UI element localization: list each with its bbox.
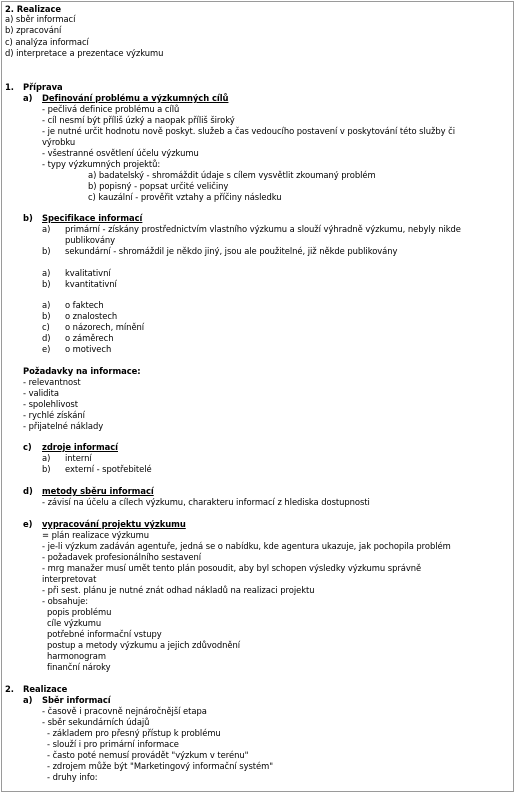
list-marker: d): [42, 333, 51, 343]
list-item: výrobku: [42, 137, 76, 147]
list-marker: c): [42, 322, 50, 332]
sub-list-item: - slouží i pro primární informace: [47, 739, 179, 749]
list-item: - závisí na účelu a cílech výzkumu, charakteru informací z hlediska dostupnosti: [42, 497, 370, 507]
subsection-letter: e): [23, 519, 33, 529]
project-type: a) badatelský - shromáždit údaje s cílem vysvětlit zkoumaný problém: [88, 170, 376, 180]
content-item: popis problému: [47, 607, 112, 617]
section-number: 1.: [5, 82, 14, 92]
subsection-heading: Specifikace informací: [42, 213, 143, 223]
list-item: o motivech: [65, 344, 112, 354]
subsection-heading: zdroje informací: [42, 442, 118, 452]
requirement-item: - validita: [23, 388, 59, 398]
content-item: potřebné informační vstupy: [47, 629, 162, 639]
list-item: primární - získány prostřednictvím vlastního výzkumu a slouží výhradně výzkumu, nebyly nikde: [65, 224, 461, 234]
sub-list-item: - často poté nemusí provádět "výzkum v terénu": [47, 750, 249, 760]
list-marker: a): [42, 453, 51, 463]
requirement-item: - rychlé získání: [23, 410, 85, 420]
list-item: publikovány: [65, 235, 116, 245]
subsection-letter: a): [23, 93, 33, 103]
list-item: externí - spotřebitelé: [65, 464, 152, 474]
list-item: o znalostech: [65, 311, 118, 321]
sub-list-item: - základem pro přesný přístup k problému: [47, 728, 221, 738]
list-item: - časově i pracovně nejnáročnější etapa: [42, 706, 207, 716]
list-marker: a): [42, 224, 51, 234]
list-item: - typy výzkumných projektů:: [42, 159, 161, 169]
phase-item: d) interpretace a prezentace výzkumu: [5, 48, 164, 58]
content-item: harmonogram: [47, 651, 106, 661]
list-item: sekundární - shromáždil je někdo jiný, jsou ale použitelné, již někde publikovány: [65, 246, 398, 256]
list-item: - požadavek profesionálního sestavení: [42, 552, 202, 562]
list-item: - obsahuje:: [42, 596, 88, 606]
list-item: - sběr sekundárních údajů: [42, 717, 150, 727]
list-item: = plán realizace výzkumu: [42, 530, 150, 540]
subsection-letter: b): [23, 213, 33, 223]
subsection-heading: metody sběru informací: [42, 486, 154, 496]
section-heading: Příprava: [23, 82, 63, 92]
subsection-letter: c): [23, 442, 32, 452]
list-item: - je nutné určit hodnotu nově poskyt. služeb a čas vedoucího postavení v poskytování této služby či: [42, 126, 455, 136]
project-type: b) popisný - popsat určité veličiny: [88, 181, 229, 191]
list-marker: e): [42, 344, 51, 354]
list-marker: b): [42, 246, 51, 256]
list-marker: a): [42, 268, 51, 278]
list-item: - při sest. plánu je nutné znát odhad nákladů na realizaci projektu: [42, 585, 315, 595]
list-item: - cíl nesmí být příliš úzký a naopak příliš široký: [42, 115, 235, 125]
list-item: - všestranné osvětlení účelu výzkumu: [42, 148, 199, 158]
subsection-heading: Definování problému a výzkumných cílů: [42, 93, 229, 103]
requirement-item: - relevantnost: [23, 377, 81, 387]
requirement-item: - přijatelné náklady: [23, 421, 104, 431]
project-type: c) kauzální - prověřit vztahy a příčiny následku: [88, 192, 282, 202]
list-item: - mrg manažer musí umět tento plán posoudit, aby byl schopen výsledky výzkumu správně: [42, 563, 422, 573]
phase-item: b) zpracování: [5, 25, 62, 35]
list-marker: b): [42, 311, 51, 321]
subsection-heading: Sběr informací: [42, 695, 111, 705]
subsection-letter: d): [23, 486, 33, 496]
list-item: interní: [65, 453, 92, 463]
sub-list-item: - zdrojem může být "Marketingový informační systém": [47, 761, 274, 771]
section-number: 2.: [5, 684, 14, 694]
phase-item: c) analýza informací: [5, 37, 89, 47]
content-item: finanční nároky: [47, 662, 111, 672]
list-marker: a): [42, 300, 51, 310]
document-title: 2. Realizace: [5, 4, 62, 14]
content-item: postup a metody výzkumu a jejich zdůvodnění: [47, 640, 241, 650]
requirements-heading: Požadavky na informace:: [23, 366, 141, 376]
requirement-item: - spolehlivost: [23, 399, 78, 409]
sub-list-item: - druhy info:: [47, 772, 98, 782]
list-item: interpretovat: [42, 574, 97, 584]
list-marker: b): [42, 464, 51, 474]
phase-item: a) sběr informací: [5, 14, 76, 24]
subsection-heading: vypracování projektu výzkumu: [42, 519, 186, 529]
list-item: o názorech, mínění: [65, 322, 145, 332]
list-item: kvantitativní: [65, 279, 117, 289]
subsection-letter: a): [23, 695, 33, 705]
section-heading: Realizace: [23, 684, 68, 694]
content-item: cíle výzkumu: [47, 618, 102, 628]
list-item: kvalitativní: [65, 268, 111, 278]
list-item: - je-li výzkum zadáván agentuře, jedná se o nabídku, kde agentura ukazuje, jak pochopila problém: [42, 541, 451, 551]
list-item: - pečlivá definice problému a cílů: [42, 104, 180, 114]
list-item: o záměrech: [65, 333, 114, 343]
list-marker: b): [42, 279, 51, 289]
list-item: o faktech: [65, 300, 104, 310]
